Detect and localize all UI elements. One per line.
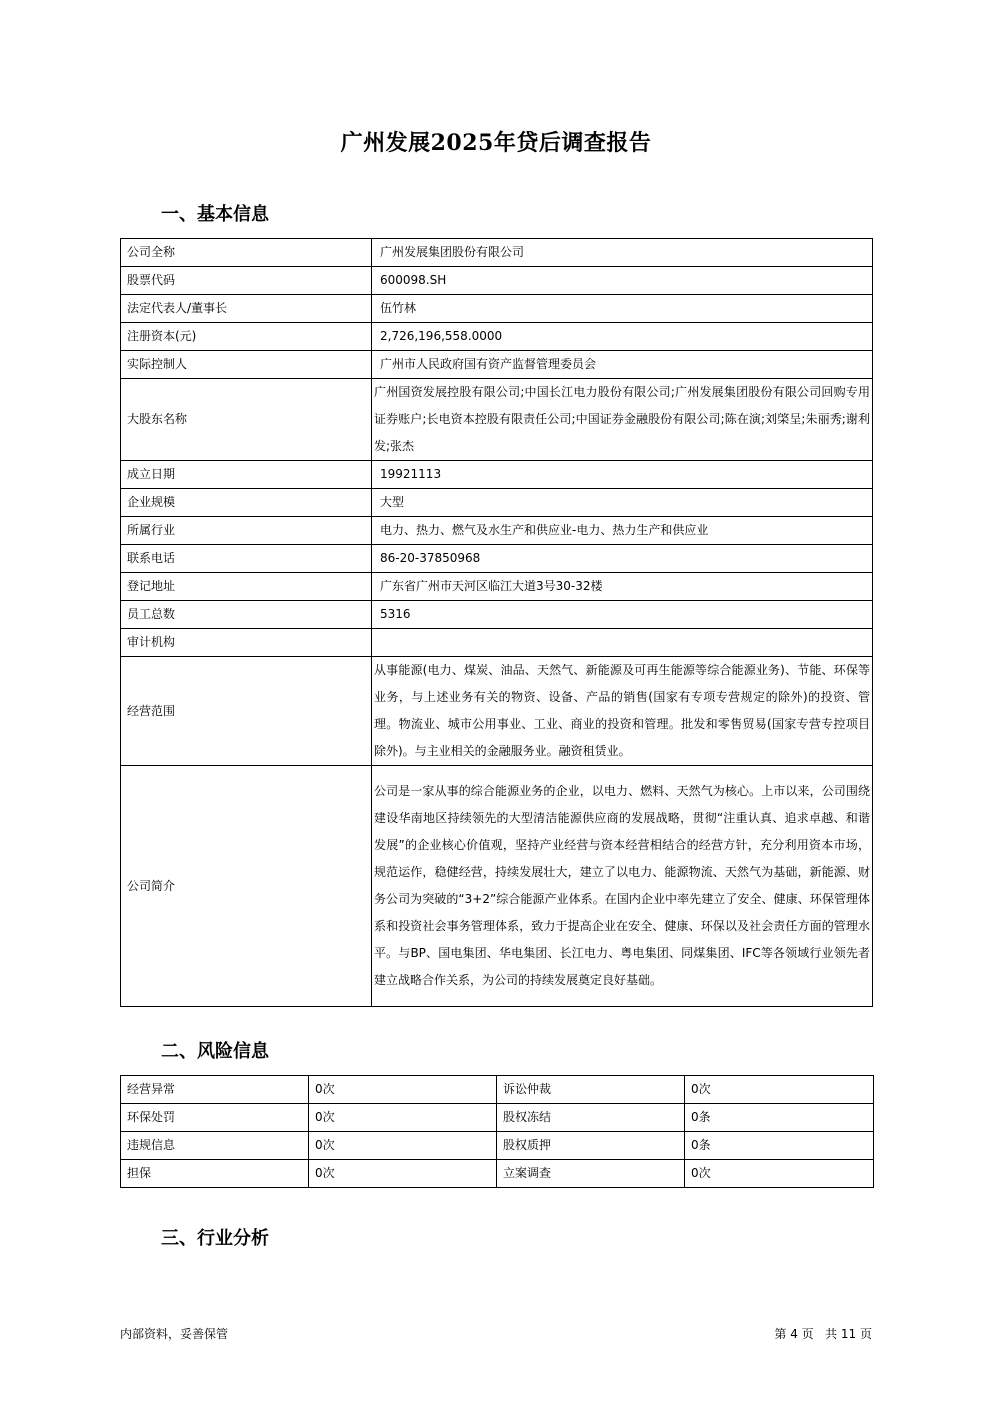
risk-value: 0次: [309, 1104, 497, 1132]
field-label: 所属行业: [121, 517, 372, 545]
section-industry-title: 三、行业分析: [161, 1228, 269, 1249]
table-row: [121, 239, 873, 267]
field-value: 公司是一家从事的综合能源业务的企业，以电力、燃料、天然气为核心。上市以来，公司围绕建设华南地区持续领先的大型清洁能源供应商的发展战略，贯彻“注重认真、追求卓越、和谐发展”的企业核心价值观，坚持产业经营与资本经营相结合的经营方针，充分利用资本市场，规范运作，稳健经营，持续发展壮大，建立了以电力、能源物流、天然气为基础，新能源、财务公司为突破的“3+2”综合能源产业体系。在国内企业中率先建立了安全、健康、环保管理体系和投资社会事务管理体系，致力于提高企业在安全、健康、环保以及社会责任方面的管理水平。与BP、国电集团、华电集团、长江电力、粤电集团、同煤集团、IFC等各领域行业领先者建立战略合作关系，为公司的持续发展奠定良好基础。: [372, 766, 873, 1007]
field-label: 注册资本(元): [121, 323, 372, 351]
field-value: 电力、热力、燃气及水生产和供应业-电力、热力生产和供应业: [372, 517, 873, 545]
table-row: [121, 295, 873, 323]
field-label: 公司全称: [121, 239, 372, 267]
field-label: 登记地址: [121, 573, 372, 601]
section-basic-title: 一、基本信息: [161, 204, 269, 225]
field-value: 大型: [372, 489, 873, 517]
field-value: 2,726,196,558.0000: [372, 323, 873, 351]
table-row: [121, 461, 873, 489]
table-row: [121, 351, 873, 379]
risk-label: 立案调查: [497, 1160, 685, 1188]
risk-value: 0次: [685, 1160, 874, 1188]
risk-label: 担保: [121, 1160, 309, 1188]
table-row: [121, 573, 873, 601]
table-row: [121, 629, 873, 657]
table-row: [121, 1104, 874, 1132]
risk-value: 0次: [309, 1076, 497, 1104]
risk-value: 0次: [309, 1160, 497, 1188]
risk-label: 股权冻结: [497, 1104, 685, 1132]
field-value: 600098.SH: [372, 267, 873, 295]
risk-value: 0次: [685, 1076, 874, 1104]
risk-label: 股权质押: [497, 1132, 685, 1160]
field-label: 审计机构: [121, 629, 372, 657]
field-value: 广州发展集团股份有限公司: [372, 239, 873, 267]
table-row: [121, 1132, 874, 1160]
table-row: [121, 1160, 874, 1188]
field-label: 公司简介: [121, 766, 372, 1007]
table-row: [121, 379, 873, 461]
field-label: 员工总数: [121, 601, 372, 629]
table-row: [121, 489, 873, 517]
table-row: [121, 766, 873, 1007]
table-row: [121, 323, 873, 351]
table-row: [121, 1076, 874, 1104]
risk-label: 经营异常: [121, 1076, 309, 1104]
table-row: [121, 601, 873, 629]
field-value: [372, 629, 873, 657]
field-label: 大股东名称: [121, 379, 372, 461]
field-label: 实际控制人: [121, 351, 372, 379]
field-value: 5316: [372, 601, 873, 629]
field-label: 股票代码: [121, 267, 372, 295]
field-label: 经营范围: [121, 657, 372, 766]
field-value: 伍竹林: [372, 295, 873, 323]
basic-info-table: [120, 238, 873, 1007]
field-label: 成立日期: [121, 461, 372, 489]
field-value: 86-20-37850968: [372, 545, 873, 573]
field-label: 法定代表人/董事长: [121, 295, 372, 323]
risk-label: 诉讼仲裁: [497, 1076, 685, 1104]
risk-info-table: [120, 1075, 874, 1188]
field-value: 广州国资发展控股有限公司;中国长江电力股份有限公司;广州发展集团股份有限公司回购专用证券账户;长电资本控股有限责任公司;中国证券金融股份有限公司;陈在演;刘棨呈;朱丽秀;谢利发;张杰: [372, 379, 873, 461]
risk-value: 0次: [309, 1132, 497, 1160]
field-value: 广州市人民政府国有资产监督管理委员会: [372, 351, 873, 379]
section-risk-title: 二、风险信息: [161, 1041, 269, 1062]
risk-label: 环保处罚: [121, 1104, 309, 1132]
table-row: [121, 545, 873, 573]
field-value: 从事能源(电力、煤炭、油品、天然气、新能源及可再生能源等综合能源业务)、节能、环保等业务，与上述业务有关的物资、设备、产品的销售(国家有专项专营规定的除外)的投资、管理。物流业、城市公用事业、工业、商业的投资和管理。批发和零售贸易(国家专营专控项目除外)。与主业相关的金融服务业。融资租赁业。: [372, 657, 873, 766]
field-label: 联系电话: [121, 545, 372, 573]
risk-label: 违规信息: [121, 1132, 309, 1160]
field-label: 企业规模: [121, 489, 372, 517]
field-value: 广东省广州市天河区临江大道3号30-32楼: [372, 573, 873, 601]
footer-confidential: 内部资料，妥善保管: [120, 1327, 229, 1341]
table-row: [121, 657, 873, 766]
footer-page-number: 第 4 页 共 11 页: [774, 1327, 872, 1341]
risk-value: 0条: [685, 1132, 874, 1160]
field-value: 19921113: [372, 461, 873, 489]
table-row: [121, 517, 873, 545]
table-row: [121, 267, 873, 295]
report-title: 广州发展2025年贷后调查报告: [340, 130, 652, 156]
risk-value: 0条: [685, 1104, 874, 1132]
